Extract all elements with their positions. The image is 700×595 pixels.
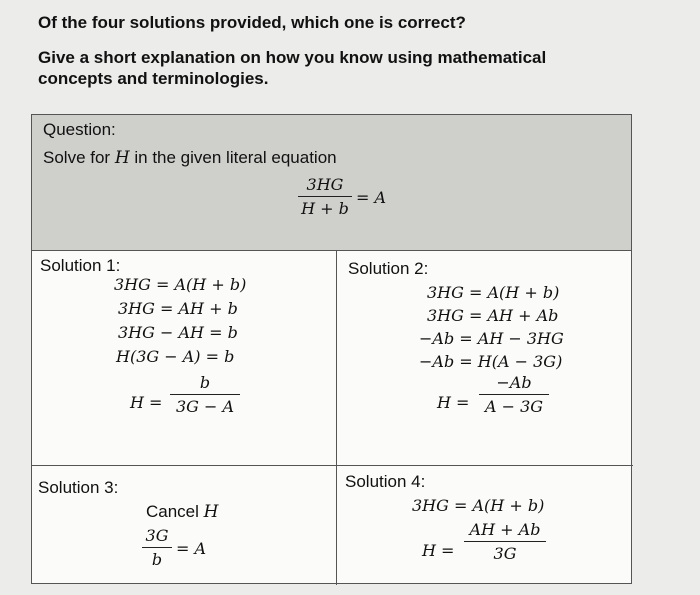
solution-2-label: Solution 2: xyxy=(348,259,429,278)
prompt-instruction-line2: concepts and terminologies. xyxy=(38,69,269,88)
solution-1-fraction xyxy=(170,373,240,416)
solution-2-step: 3HG = AH + Ab xyxy=(427,306,559,325)
question-numerator: 3HG xyxy=(306,175,344,194)
instruction-pre: Solve for xyxy=(43,148,115,167)
solution-2-cell xyxy=(337,251,633,466)
question-fraction xyxy=(298,175,352,218)
solution-3-denominator: b xyxy=(151,550,163,569)
solution-1-denominator: 3G − A xyxy=(175,397,235,416)
prompt-question: Of the four solutions provided, which one is correct? xyxy=(38,13,466,32)
solution-3-rhs: = A xyxy=(176,539,207,558)
question-denominator: H + b xyxy=(301,199,349,218)
solution-4-label: Solution 4: xyxy=(345,472,426,491)
prompt-instruction-line1: Give a short explanation on how you know using mathematical xyxy=(38,48,547,67)
fraction-bar xyxy=(142,547,172,548)
solution-2-denominator: A − 3G xyxy=(484,397,544,416)
solution-3-numerator: 3G xyxy=(145,526,169,545)
solution-4-work xyxy=(412,496,612,581)
question-instruction xyxy=(43,148,337,168)
solution-3-step-variable: H xyxy=(203,502,219,522)
solution-3-cell xyxy=(32,466,337,585)
solution-1-work xyxy=(114,275,314,455)
solution-3-step-text: Cancel xyxy=(146,502,204,521)
question-cell xyxy=(32,115,631,251)
solutions-table xyxy=(31,114,632,584)
solution-1-step: 3HG = A(H + b) xyxy=(114,275,247,294)
question-label: Question: xyxy=(43,120,116,139)
instruction-variable: H xyxy=(114,148,130,168)
solution-1-lhs: H = xyxy=(130,393,163,412)
fraction-bar xyxy=(464,541,546,542)
solution-2-step: −Ab = AH − 3HG xyxy=(419,329,564,348)
solution-4-step: 3HG = A(H + b) xyxy=(412,496,545,515)
solution-2-step: 3HG = A(H + b) xyxy=(427,283,560,302)
solution-2-numerator: −Ab xyxy=(496,373,532,392)
solution-2-fraction xyxy=(479,373,549,416)
solution-1-numerator: b xyxy=(199,373,211,392)
solution-1-label: Solution 1: xyxy=(40,256,121,275)
solution-4-numerator: AH + Ab xyxy=(469,520,541,539)
solution-2-work xyxy=(419,283,619,463)
solution-4-cell xyxy=(337,466,633,585)
fraction-bar xyxy=(170,394,240,395)
solution-1-step: 3HG = AH + b xyxy=(118,299,238,318)
instruction-post: in the given literal equation xyxy=(129,148,337,167)
solution-1-cell xyxy=(32,251,337,466)
solution-1-step: 3HG − AH = b xyxy=(118,323,238,342)
solution-3-fraction xyxy=(142,526,172,569)
fraction-bar xyxy=(298,196,352,197)
question-rhs: = A xyxy=(356,188,387,207)
solution-4-denominator: 3G xyxy=(493,544,517,563)
solution-3-label: Solution 3: xyxy=(38,478,119,497)
solution-3-step xyxy=(146,502,218,522)
solution-4-fraction xyxy=(464,520,546,563)
solution-1-step: H(3G − A) = b xyxy=(116,347,235,366)
solution-4-lhs: H = xyxy=(422,541,455,560)
solution-2-step: −Ab = H(A − 3G) xyxy=(419,352,563,371)
assignment-prompt xyxy=(38,12,678,89)
fraction-bar xyxy=(479,394,549,395)
solution-2-lhs: H = xyxy=(437,393,470,412)
